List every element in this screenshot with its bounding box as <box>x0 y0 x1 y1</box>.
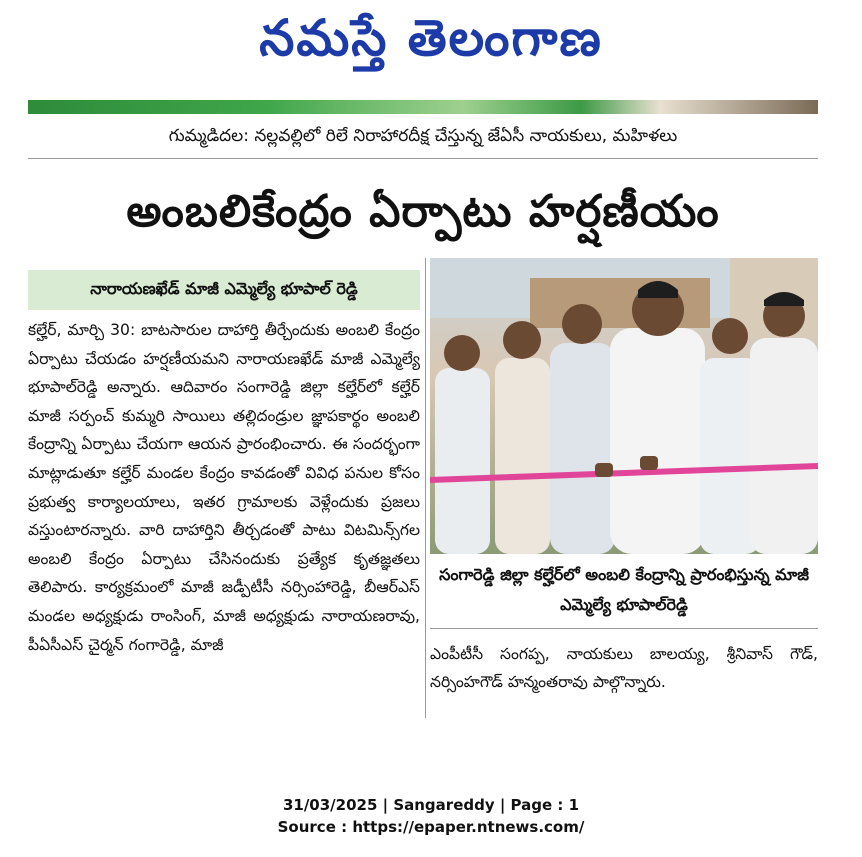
article-byline <box>28 270 420 310</box>
footer-source: Source : https://epaper.ntnews.com/ <box>277 818 585 836</box>
byline-text: నారాయణఖేడ్ మాజీ ఎమ్మెల్యే భూపాల్ రెడ్డి <box>90 278 358 298</box>
continuation-paragraph: ఎంపీటీసీ సంగప్ప, నాయకులు బాలయ్య, శ్రీనివాస్ గౌడ్, నర్సింహగౌడ్ హన్మంతరావు పాల్గొన్నారు. <box>430 645 818 691</box>
article-continuation <box>430 640 818 696</box>
caption-divider <box>430 628 818 629</box>
column-divider <box>425 258 426 718</box>
article-headline: అంబలికేంద్రం ఏర్పాటు హర్షణీయం <box>126 186 720 237</box>
photo-caption: సంగారెడ్డి జిల్లా కల్హేర్‌లో అంబలి కేంద్రాన్ని ప్రారంభిస్తున్న మాజీ ఎమ్మెల్యే భూపాల్‌రెడ్డి <box>439 565 809 614</box>
newspaper-masthead: నమస్తే తెలంగాణ <box>259 8 603 67</box>
previous-photo-caption: గుమ్మడిదల: నల్లవల్లిలో రిలే నిరాహారదీక్ష చేస్తున్న జేఏసీ నాయకులు, మహిళలు <box>168 126 678 146</box>
divider <box>28 158 818 159</box>
previous-photo-strip <box>28 100 818 114</box>
article-body <box>28 316 420 659</box>
footer-dateline: 31/03/2025 | Sangareddy | Page : 1 <box>282 796 580 814</box>
event-photo <box>430 258 818 554</box>
body-paragraph: కల్హేర్, మార్చి 30: బాటసారుల దాహార్తి తీర్చేందుకు అంబలి కేంద్రం ఏర్పాటు చేయడం హర్షణీయమని నారాయణఖేడ్ మాజీ ఎమ్మెల్యే భూపాల్‌రెడ్డి అన్నారు. ఆదివారం సంగారెడ్డి జిల్లా కల్హేర్‌లో కల్హేర్ మాజీ సర్పంచ్ కుమ్మరి సాయిలు తల్లిదండ్రుల జ్ఞాపకార్థం అంబలి కేంద్రాన్ని ఏర్పాటు చేయగా ఆయన ప్రారంభించారు. ఈ సందర్భంగా మాట్లాడుతూ కల్హేర్ మండల కేంద్రం కావడంతో వివిధ పనుల కోసం ప్రభుత్వ కార్యాలయాలు, ఇతర గ్రామాలకు వెళ్లేందుకు ప్రజలు వస్తుంటారన్నారు. వారి దాహార్తిని తీర్చడంతో పాటు విటమిన్స్‌గల అంబలి కేంద్రం ఏర్పాటు చేసినందుకు ప్రత్యేక కృతజ్ఞతలు తెలిపారు. కార్యక్రమంలో మాజీ జడ్పీటీసీ నర్సింహారెడ్డి, బీఆర్ఎస్ మండల అధ్యక్షుడు రాంసింగ్, మాజీ అధ్యక్షుడు నారాయణరావు, పీఏసీఎస్ చైర్మన్ గంగారెడ్డి, మాజీ <box>28 321 420 654</box>
ribbon-cutting-illustration <box>430 258 818 554</box>
